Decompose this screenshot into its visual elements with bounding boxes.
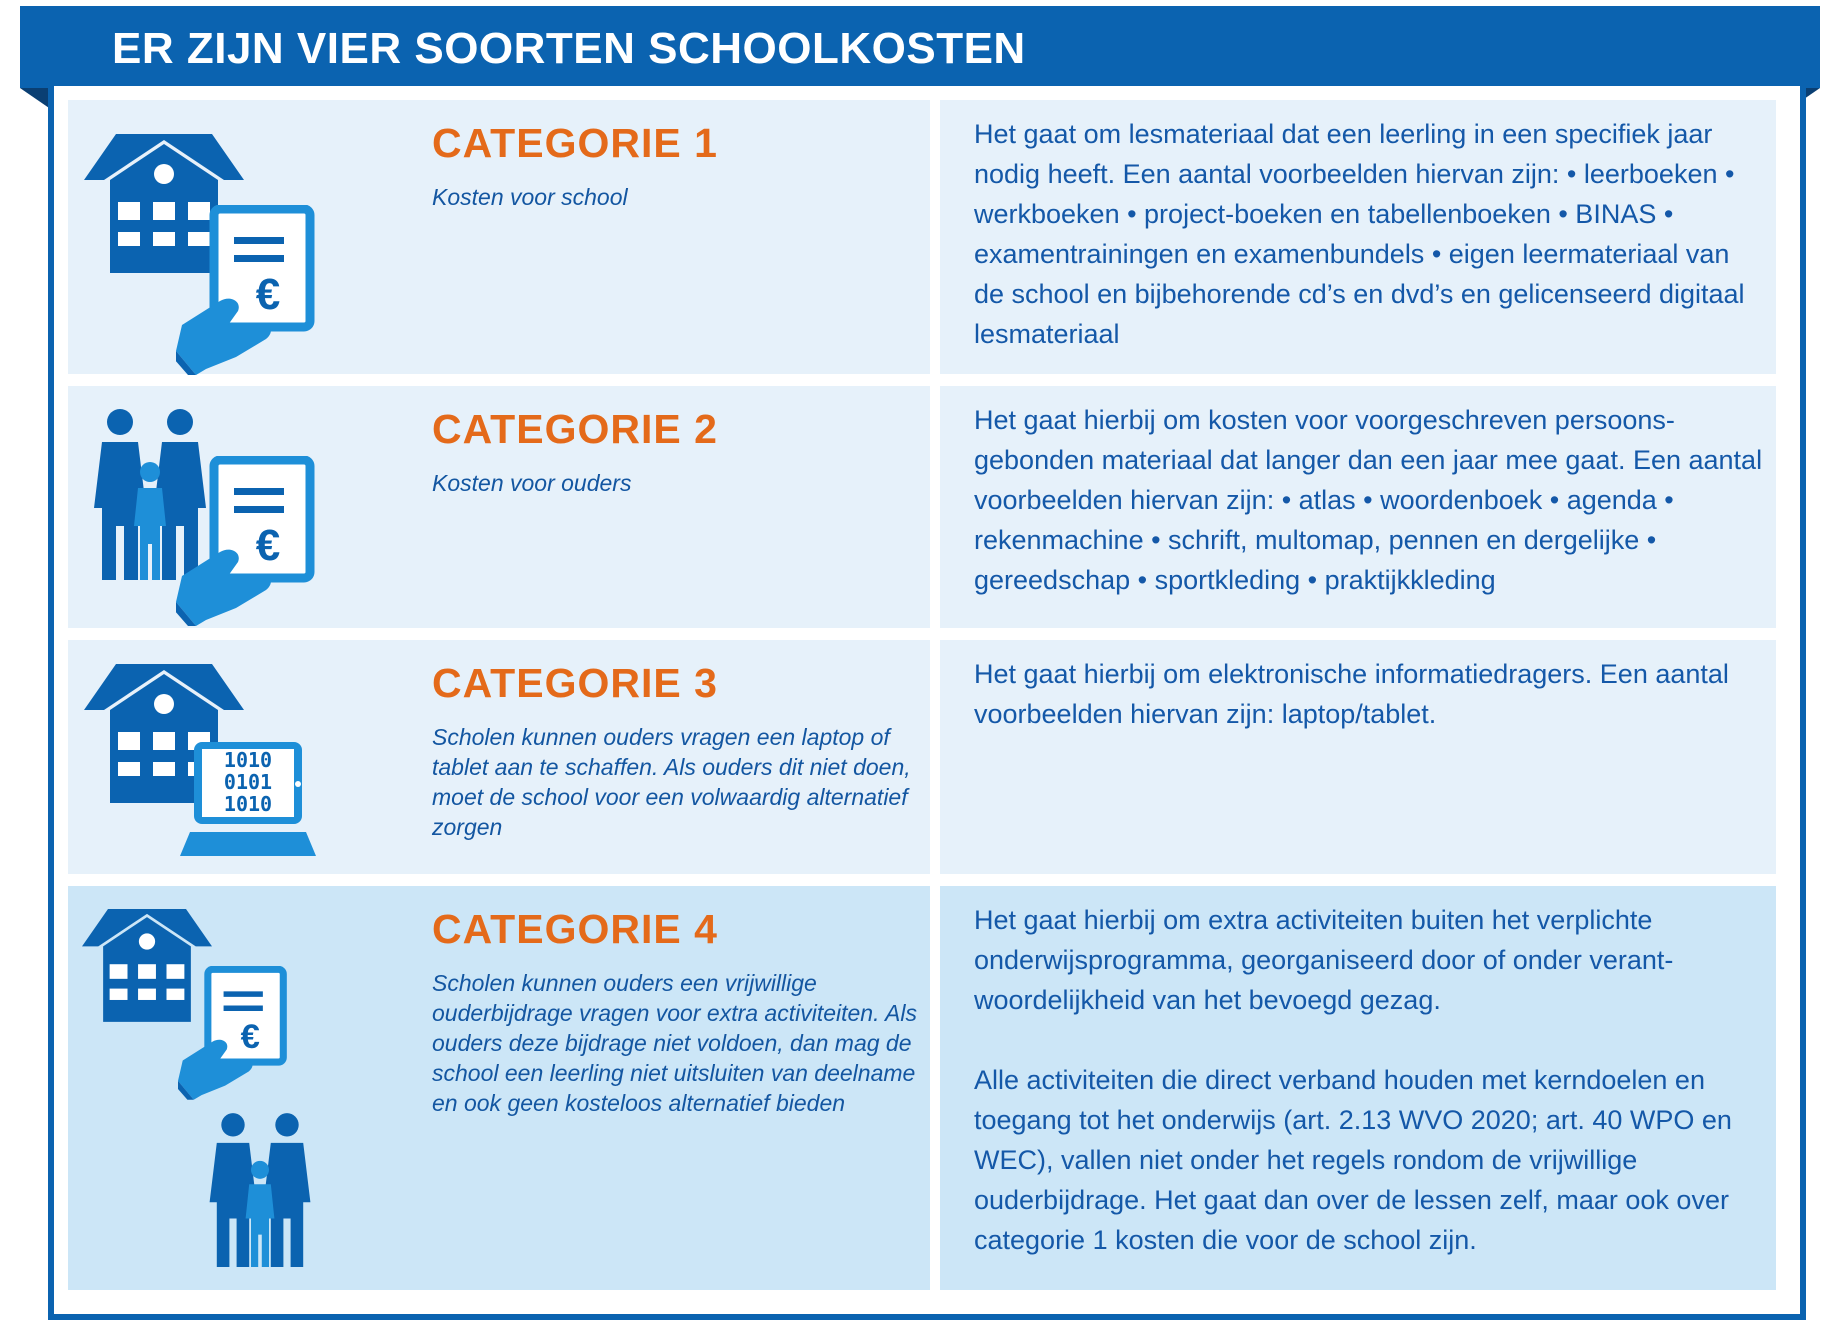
category-2-description <box>974 400 1764 600</box>
category-1-description-text: Het gaat om lesmateriaal dat een leerling in een specifiek jaar nodig heeft. Een aantal voorbeelden hiervan zijn: • leerboeken • werkboeken • project-boeken en tabellenboeken • BINAS • examentrainingen en examenbundels • eigen leermateriaal van de school en bijbehorende cd’s en dvd’s en gelicenseerd digitaal lesmateriaal <box>974 119 1745 349</box>
category-2-subtitle: Kosten voor ouders <box>432 470 632 496</box>
category-3-title: CATEGORIE 3 <box>432 660 718 706</box>
category-1-description <box>974 114 1764 354</box>
category-3-label-cell <box>68 640 930 874</box>
page-title: ER ZIJN VIER SOORTEN SCHOOLKOSTEN <box>112 24 1026 73</box>
category-2-description-text: Het gaat hierbij om kosten voor voorgeschreven persoons-gebonden materiaal dat langer dan een jaar mee gaat. Een aantal voorbeelden hiervan zijn: • atlas • woordenboek • agenda • rekenmachine • schrift, multomap, pennen en dergelijke • gereedschap • sportkleding • praktijkkleding <box>974 405 1763 595</box>
category-3-description <box>974 654 1764 734</box>
category-2-description-cell <box>940 386 1776 628</box>
laptop-binary-icon <box>180 740 316 860</box>
laptop-screen-line-2: 0101 <box>223 770 273 794</box>
category-3-description-text: Het gaat hierbij om elektronische informatiedragers. Een aantal voorbeelden hiervan zijn: laptop/tablet. <box>974 659 1729 729</box>
category-4-description-paragraph-2: Alle activiteiten die direct verband houden met kerndoelen en toegang tot het onderwijs (art. 2.13 WVO 2020; art. 40 WPO en WEC), vallen niet onder het regels rondom de vrijwillige ouderbijdrage. Het gaat dan over de lessen zelf, maar ook over categorie 1 kosten die voor de school zijn. <box>974 1065 1732 1255</box>
hand-invoice-euro-icon <box>176 205 316 375</box>
category-1-subtitle: Kosten voor school <box>432 184 628 210</box>
header-banner <box>20 6 1820 88</box>
category-3-description-cell <box>940 640 1776 874</box>
category-2-title: CATEGORIE 2 <box>432 406 718 452</box>
laptop-screen-line-3: 1010 <box>223 792 273 816</box>
laptop-screen-line-1: 1010 <box>223 748 273 772</box>
category-1-label-cell <box>68 100 930 374</box>
category-4-description-cell <box>940 886 1776 1290</box>
hand-invoice-euro-icon <box>178 966 288 1100</box>
category-4-label-cell <box>68 886 930 1290</box>
category-4-description <box>974 900 1764 1260</box>
category-1-description-cell <box>940 100 1776 374</box>
content-frame <box>48 86 1806 1320</box>
category-3-subtitle: Scholen kunnen ouders vragen een laptop of tablet aan te schaffen. Als ouders dit niet doen, moet de school voor een volwaardig alternatief zorgen <box>432 724 911 840</box>
category-2-label-cell <box>68 386 930 628</box>
family-icon <box>206 1112 314 1270</box>
hand-invoice-euro-icon <box>176 456 316 626</box>
category-1-title: CATEGORIE 1 <box>432 120 718 166</box>
category-4-subtitle: Scholen kunnen ouders een vrijwillige ouderbijdrage vragen voor extra activiteiten. Als ouders deze bijdrage niet voldoen, dan mag de school een leerling niet uitsluiten van deelname en ook geen kosteloos alternatief bieden <box>432 970 917 1116</box>
category-4-description-paragraph-1: Het gaat hierbij om extra activiteiten buiten het verplichte onderwijsprogramma, georganiseerd door of onder verant-woordelijkheid van het bevoegd gezag. <box>974 905 1674 1015</box>
category-4-title: CATEGORIE 4 <box>432 906 718 952</box>
